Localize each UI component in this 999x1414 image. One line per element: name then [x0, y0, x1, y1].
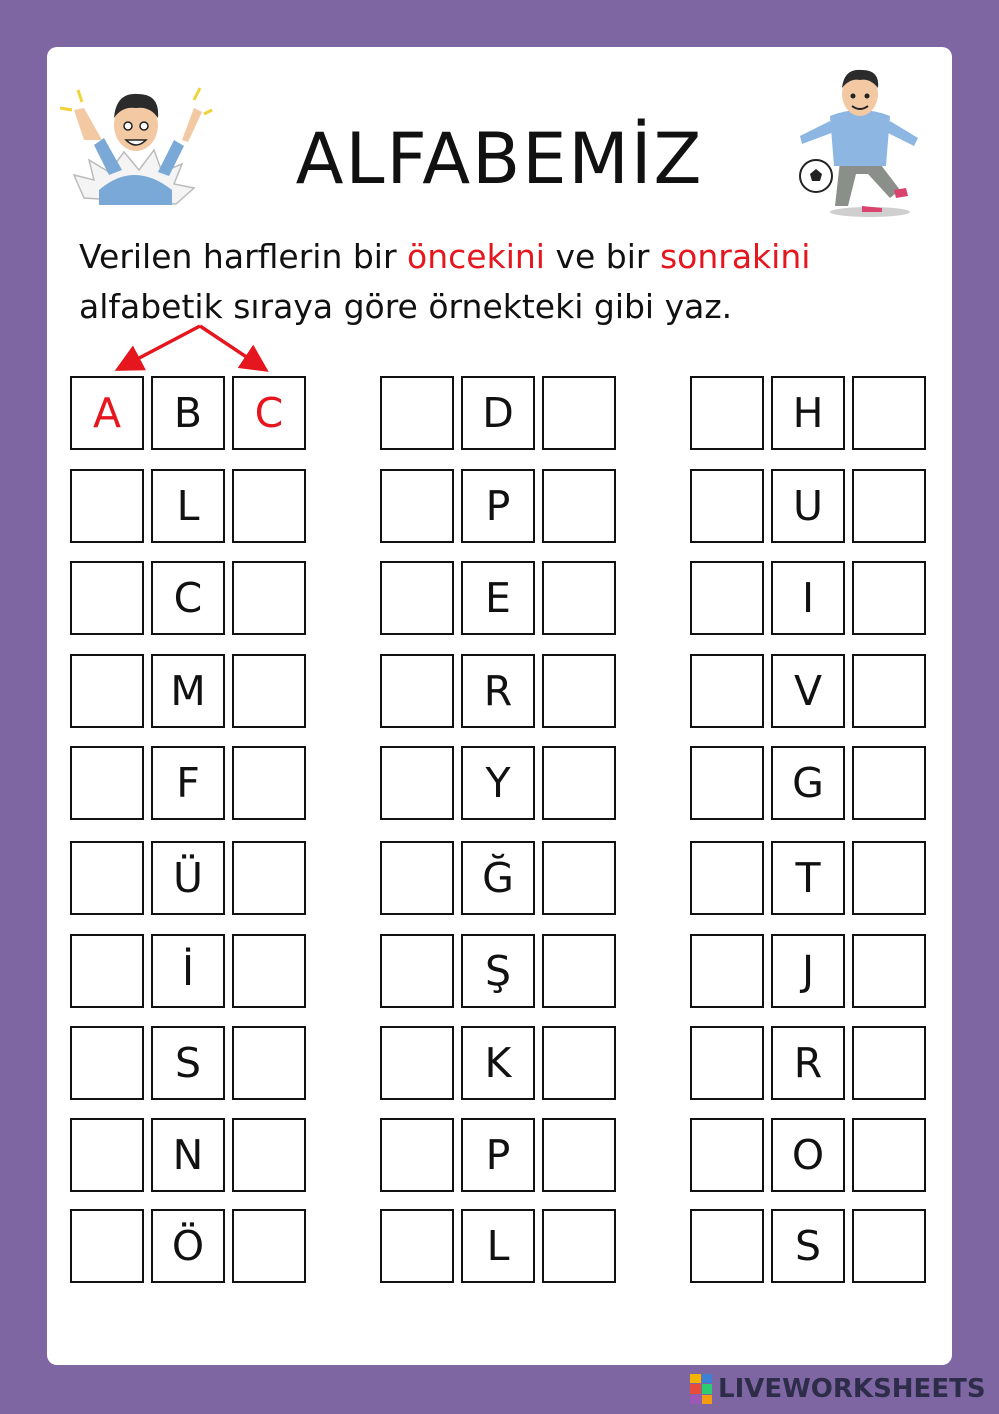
given-letter-box: Ğ: [461, 841, 535, 915]
answer-after-box[interactable]: [542, 1118, 616, 1192]
answer-before-box[interactable]: [690, 654, 764, 728]
given-letter-box: K: [461, 1026, 535, 1100]
given-letter-box: R: [461, 654, 535, 728]
instruction-line2: alfabetik sıraya göre örnekteki gibi yaz.: [79, 287, 733, 326]
footer-brand: [690, 1371, 990, 1407]
answer-before-box[interactable]: [690, 561, 764, 635]
answer-after-box[interactable]: [542, 561, 616, 635]
instruction-part2: ve bir: [544, 237, 660, 276]
given-letter-box: Y: [461, 746, 535, 820]
given-letter-box: Ö: [151, 1209, 225, 1283]
given-letter-box: P: [461, 469, 535, 543]
footer-brand-text: LIVEWORKSHEETS: [718, 1374, 986, 1404]
given-letter-box: F: [151, 746, 225, 820]
answer-after-box[interactable]: [542, 746, 616, 820]
answer-before-box[interactable]: [690, 841, 764, 915]
page-title: ALFABEMİZ: [295, 118, 704, 200]
answer-after-box[interactable]: [232, 1026, 306, 1100]
example-arrows-icon: [110, 320, 270, 376]
answer-after-box[interactable]: [852, 561, 926, 635]
given-letter-box: B: [151, 376, 225, 450]
answer-before-box[interactable]: [690, 1209, 764, 1283]
answer-after-box[interactable]: [852, 469, 926, 543]
given-letter-box: P: [461, 1118, 535, 1192]
given-letter-box: M: [151, 654, 225, 728]
answer-before-box[interactable]: [70, 934, 144, 1008]
given-letter-box: H: [771, 376, 845, 450]
answer-before-box[interactable]: [380, 934, 454, 1008]
answer-after-box[interactable]: [232, 654, 306, 728]
given-letter-box: S: [771, 1209, 845, 1283]
given-letter-box: T: [771, 841, 845, 915]
given-letter-box: S: [151, 1026, 225, 1100]
answer-before-box[interactable]: [690, 1118, 764, 1192]
given-letter-box: R: [771, 1026, 845, 1100]
answer-after-box[interactable]: [852, 654, 926, 728]
answer-before-box[interactable]: [70, 561, 144, 635]
answer-before-box[interactable]: [70, 654, 144, 728]
given-letter-box: C: [151, 561, 225, 635]
answer-after-box[interactable]: [542, 469, 616, 543]
answer-before-box[interactable]: [380, 841, 454, 915]
given-letter-box: L: [151, 469, 225, 543]
answer-before-box[interactable]: [690, 469, 764, 543]
given-letter-box: V: [771, 654, 845, 728]
answer-after-box[interactable]: [232, 1118, 306, 1192]
answer-before-box[interactable]: [70, 841, 144, 915]
given-letter-box: İ: [151, 934, 225, 1008]
answer-before-box[interactable]: [380, 469, 454, 543]
answer-after-box[interactable]: [852, 376, 926, 450]
given-letter-box: O: [771, 1118, 845, 1192]
answer-before-box[interactable]: [380, 746, 454, 820]
answer-after-box[interactable]: [852, 1209, 926, 1283]
answer-before-box[interactable]: [70, 1209, 144, 1283]
answer-after-box[interactable]: [542, 1209, 616, 1283]
instruction-highlight-after: sonrakini: [659, 237, 811, 276]
answer-after-box[interactable]: [232, 934, 306, 1008]
answer-before-box[interactable]: [380, 1209, 454, 1283]
answer-before-box[interactable]: [380, 1026, 454, 1100]
answer-after-box[interactable]: [232, 1209, 306, 1283]
answer-before-box[interactable]: [380, 561, 454, 635]
given-letter-box: Ş: [461, 934, 535, 1008]
given-letter-box: N: [151, 1118, 225, 1192]
given-letter-box: D: [461, 376, 535, 450]
answer-after-box[interactable]: [852, 746, 926, 820]
given-letter-box: Ü: [151, 841, 225, 915]
given-letter-box: E: [461, 561, 535, 635]
answer-after-box[interactable]: [852, 841, 926, 915]
answer-before-box[interactable]: [380, 654, 454, 728]
answer-after-box[interactable]: [542, 376, 616, 450]
instruction-part1: Verilen harflerin bir: [79, 237, 408, 276]
answer-before-box[interactable]: [690, 1026, 764, 1100]
answer-after-box[interactable]: [232, 469, 306, 543]
answer-before-box[interactable]: [70, 1118, 144, 1192]
answer-after-box[interactable]: [852, 934, 926, 1008]
given-letter-box: L: [461, 1209, 535, 1283]
given-letter-box: G: [771, 746, 845, 820]
answer-before-box[interactable]: [690, 934, 764, 1008]
answer-after-box[interactable]: [542, 654, 616, 728]
example-before-box: A: [70, 376, 144, 450]
answer-before-box[interactable]: [70, 746, 144, 820]
instruction-highlight-before: öncekini: [407, 237, 545, 276]
answer-after-box[interactable]: [542, 934, 616, 1008]
answer-before-box[interactable]: [380, 1118, 454, 1192]
instruction-text: [79, 232, 939, 332]
answer-before-box[interactable]: [690, 376, 764, 450]
answer-after-box[interactable]: [542, 1026, 616, 1100]
answer-after-box[interactable]: [542, 841, 616, 915]
answer-after-box[interactable]: [232, 561, 306, 635]
answer-after-box[interactable]: [232, 746, 306, 820]
answer-after-box[interactable]: [232, 841, 306, 915]
example-after-box: C: [232, 376, 306, 450]
liveworksheets-logo-icon: [690, 1374, 712, 1404]
answer-after-box[interactable]: [852, 1118, 926, 1192]
answer-after-box[interactable]: [852, 1026, 926, 1100]
answer-before-box[interactable]: [70, 1026, 144, 1100]
given-letter-box: J: [771, 934, 845, 1008]
given-letter-box: I: [771, 561, 845, 635]
given-letter-box: U: [771, 469, 845, 543]
answer-before-box[interactable]: [70, 469, 144, 543]
answer-before-box[interactable]: [690, 746, 764, 820]
answer-before-box[interactable]: [380, 376, 454, 450]
